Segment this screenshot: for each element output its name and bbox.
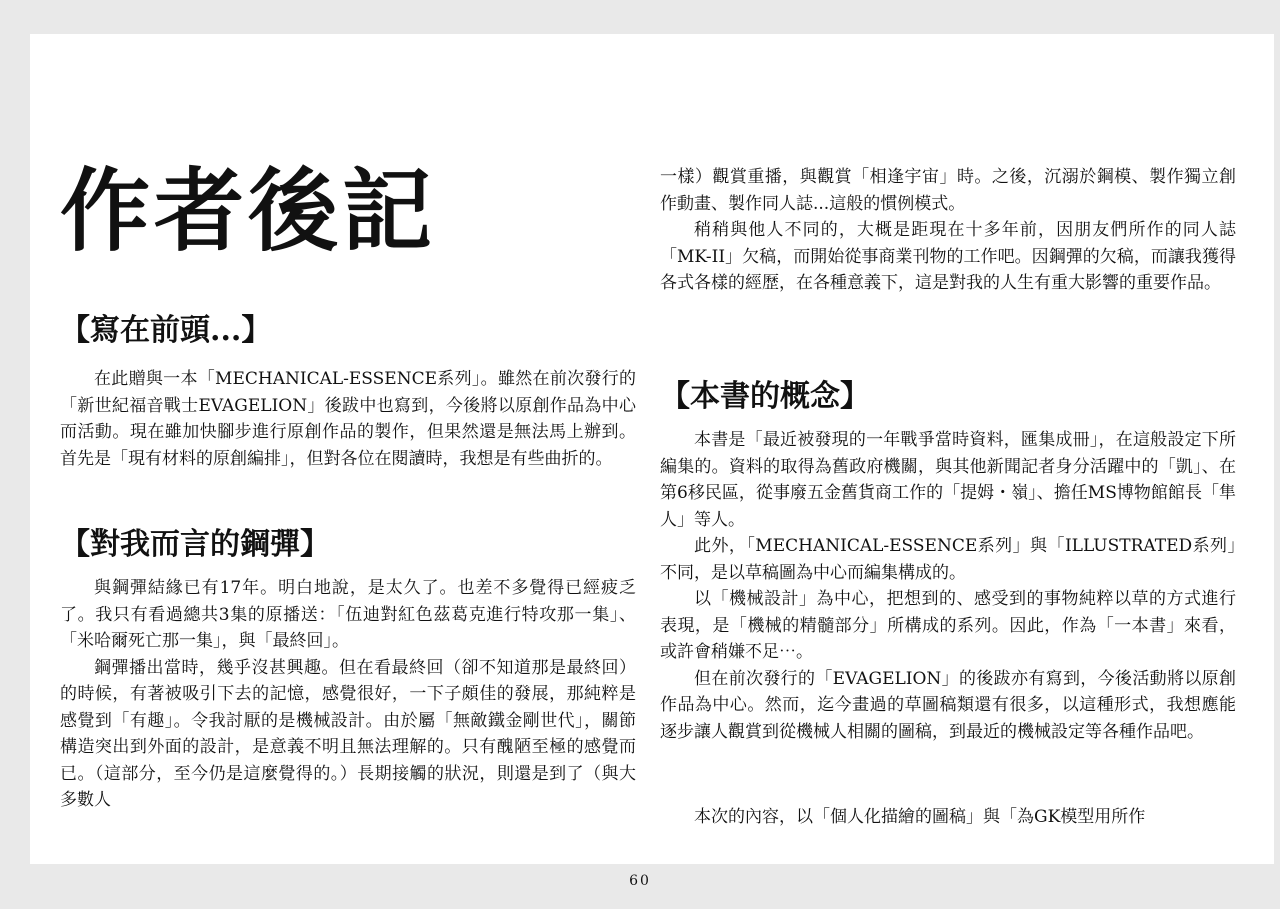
paragraph: 本書是「最近被發現的一年戰爭當時資料，匯集成冊」，在這般設定下所編集的。資料的取得為舊政府機關，與其他新聞記者身分活躍中的「凱」、在第6移民區，從事廢五金舊貨商工作的「提姆・嶺」、擔任MS博物館館長「隼人」等人。 <box>660 430 1236 530</box>
paragraph: 本次的內容，以「個人化描繪的圖稿」與「為GK模型用所作 <box>694 807 1146 827</box>
paragraph: 此外，「MECHANICAL-ESSENCE系列」與「ILLUSTRATED系列」不同，是以草稿圖為中心而編集構成的。 <box>660 536 1236 583</box>
section-heading-concept: 【本書的概念】 <box>660 379 870 414</box>
section-gundam-body <box>60 575 636 814</box>
section-concept-heading-block <box>660 379 1236 414</box>
paragraph: 稍稍與他人不同的，大概是距現在十多年前，因朋友們所作的同人誌「MK-II」欠稿，而開始從事商業刊物的工作吧。因鋼彈的欠稿，而讓我獲得各式各樣的經歷，在各種意義下，這是對我的人生有重大影響的重要作品。 <box>660 220 1236 293</box>
page-title: 作者後記 <box>60 158 436 264</box>
paragraph: 鋼彈播出當時，幾乎沒甚興趣。但在看最終回（卻不知道那是最終回）的時候，有著被吸引下去的記憶，感覺很好，一下子頗佳的發展，那純粹是感覺到「有趣」。令我討厭的是機械設計。由於屬「無敵鐵金剛世代」，關節構造突出到外面的設計，是意義不明且無法理解的。只有醜陋至極的感覺而已。（這部分，至今仍是這麼覺得的。）長期接觸的狀況，則還是到了（與大多數人 <box>60 657 636 810</box>
section-concept-body <box>660 427 1236 745</box>
section-before-heading-block <box>60 313 636 348</box>
section-heading-gundam: 【對我而言的鋼彈】 <box>60 527 330 562</box>
section-gundam-heading-block <box>60 527 636 562</box>
right-top-body <box>660 164 1236 297</box>
paragraph: 以「機械設計」為中心，把想到的、感受到的事物純粹以草的方式進行表現，是「機械的精髓部分」所構成的系列。因此，作為「一本書」來看，或許會稍嫌不足⋯。 <box>660 589 1236 662</box>
paragraph: 與鋼彈結緣已有17年。明白地說，是太久了。也差不多覺得已經疲乏了。我只有看過總共3集的原播送：「伍迪對紅色茲葛克進行特攻那一集」、「米哈爾死亡那一集」，與「最終回」。 <box>60 578 636 651</box>
section-before-body <box>60 366 636 472</box>
page-number: 60 <box>629 873 651 889</box>
paragraph-continued: 一樣）觀賞重播，與觀賞「相逢宇宙」時。之後，沉溺於鋼模、製作獨立創作動畫、製作同人誌...這般的慣例模式。 <box>660 167 1236 214</box>
paragraph: 但在前次發行的「EVAGELION」的後跋亦有寫到，今後活動將以原創作品為中心。然而，迄今畫過的草圖稿類還有很多，以這種形式，我想應能逐步讓人觀賞到從機械人相關的圖稿，到最近的機械設定等各種作品吧。 <box>660 668 1236 742</box>
section-heading-before: 【寫在前頭...】 <box>60 313 272 348</box>
closing-body <box>660 804 1236 831</box>
paragraph: 在此贈與一本「MECHANICAL-ESSENCE系列」。雖然在前次發行的「新世紀福音戰士EVAGELION」後跋中也寫到，今後將以原創作品為中心而活動。現在雖加快腳步進行原創作品的製作，但果然還是無法馬上辦到。首先是「現有材料的原創編排」，但對各位在閱讀時，我想是有些曲折的。 <box>60 369 636 469</box>
